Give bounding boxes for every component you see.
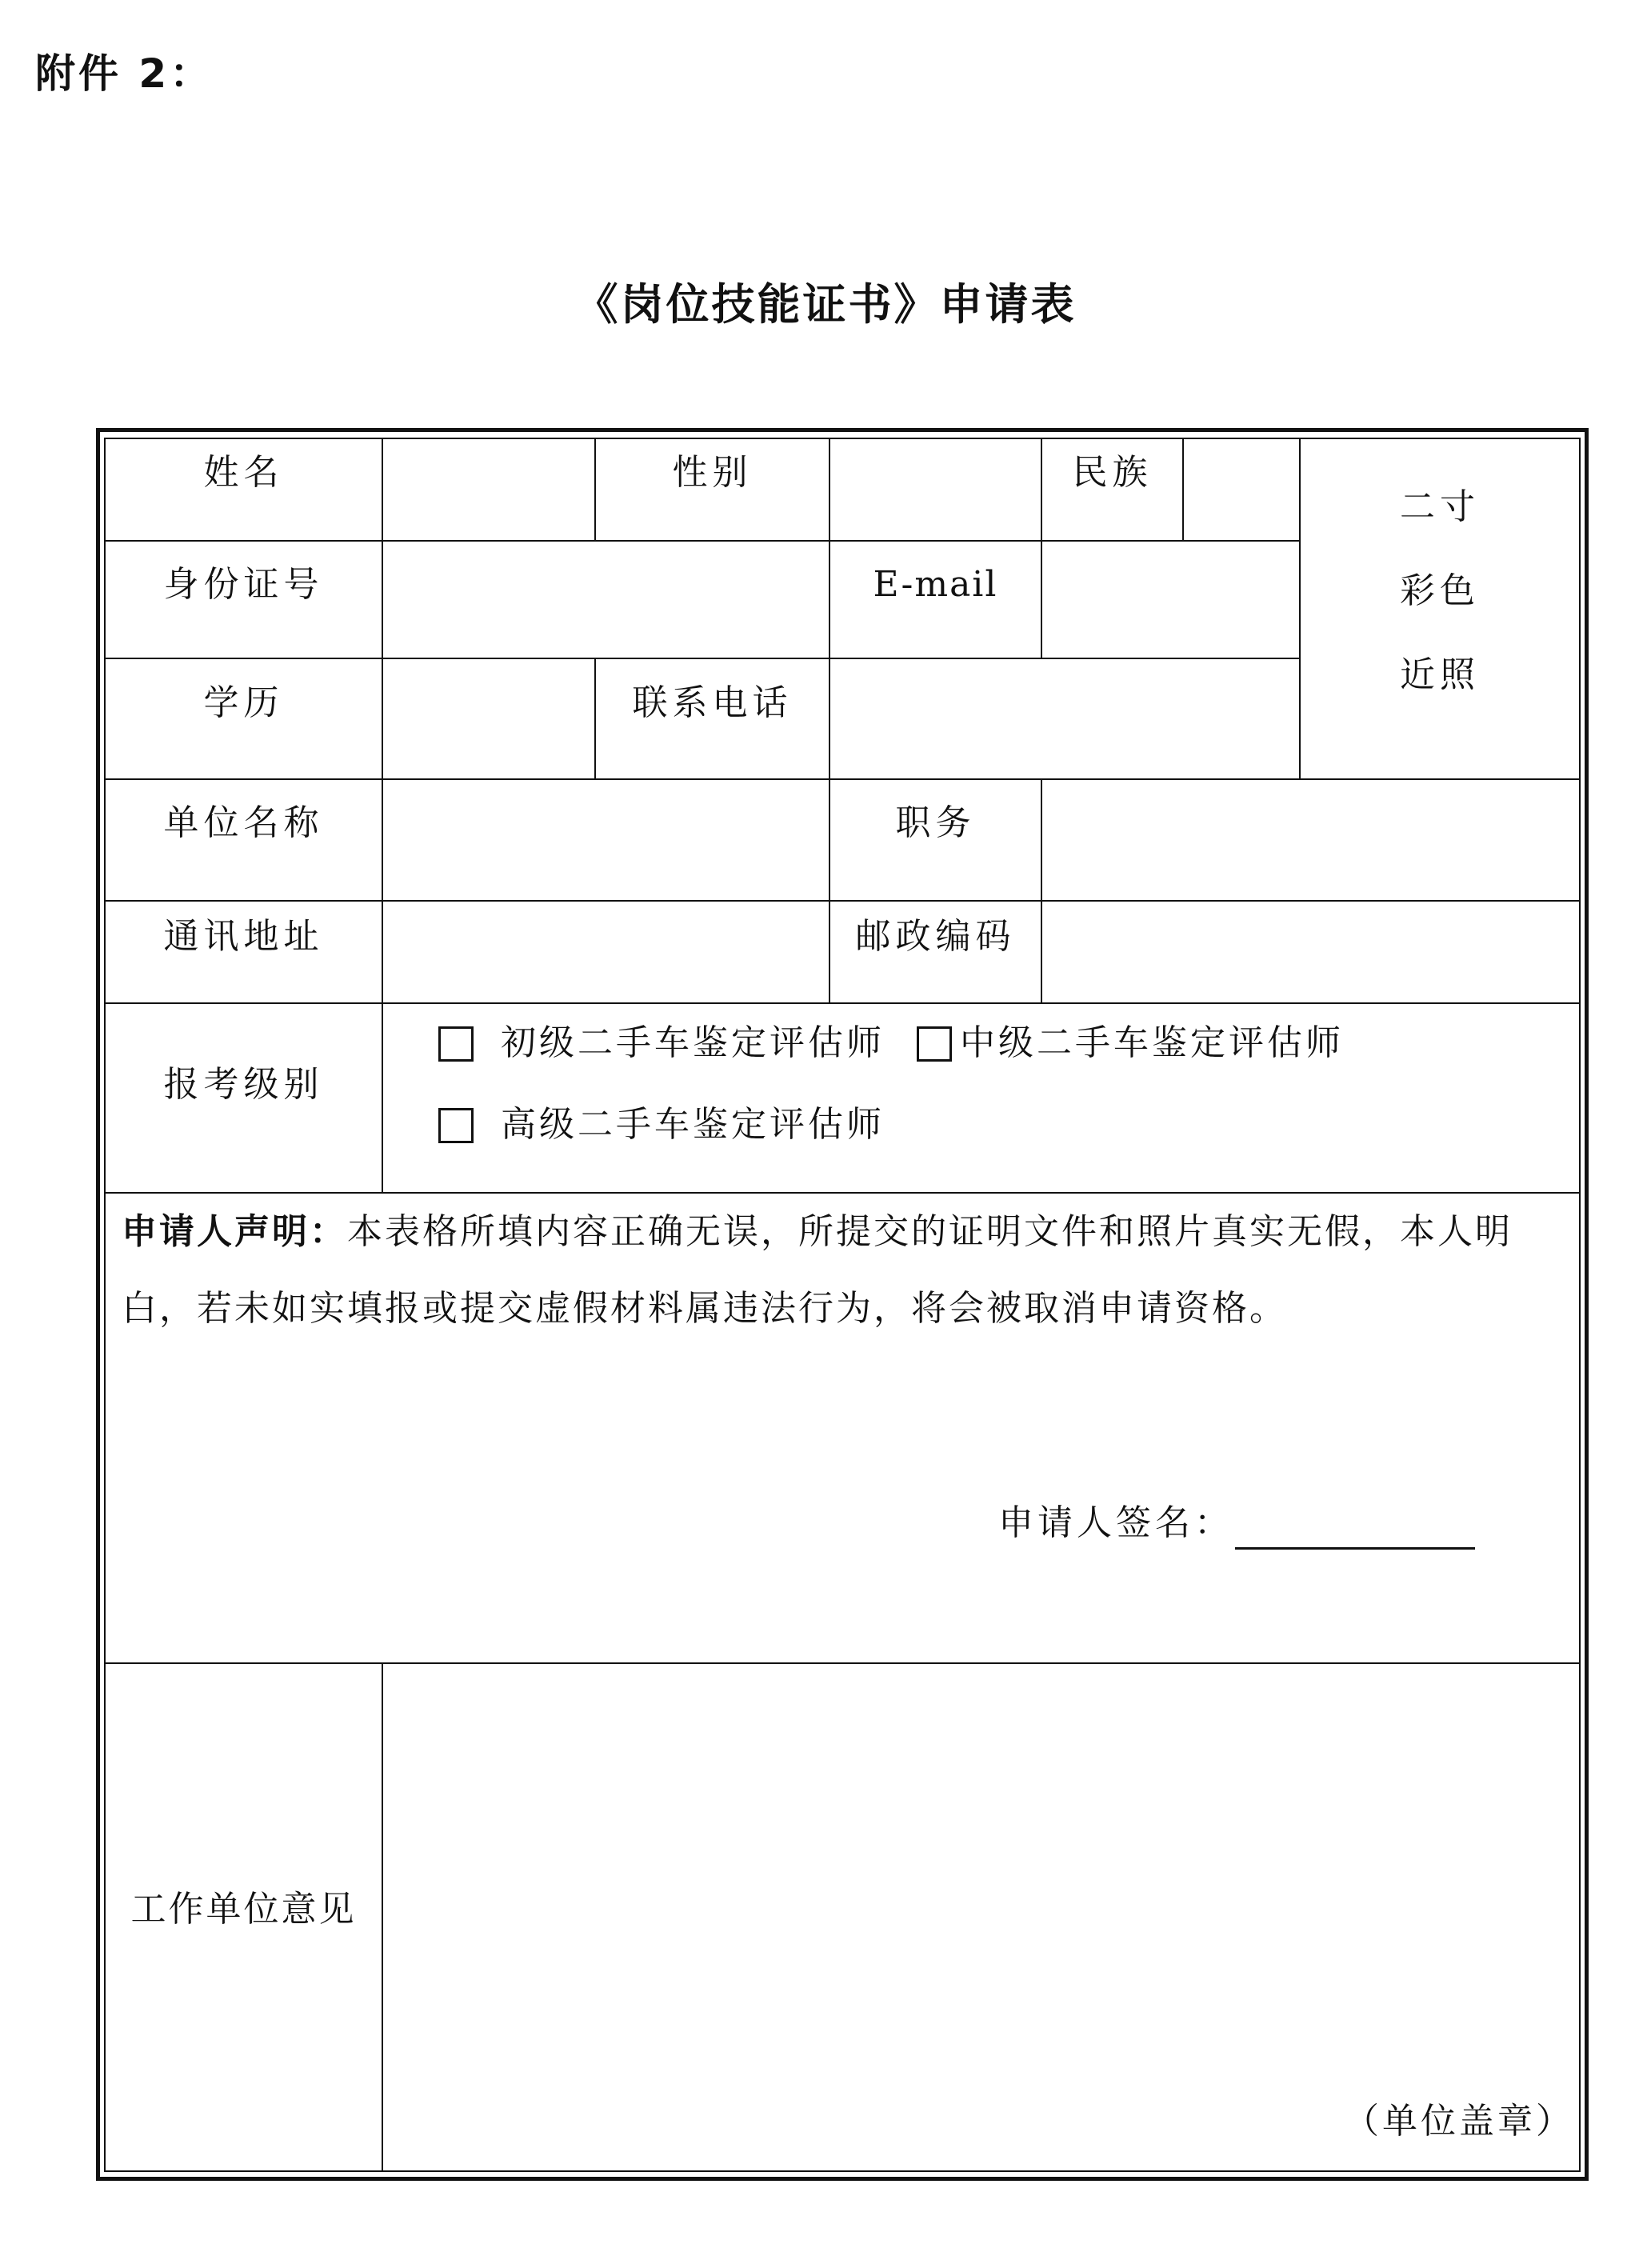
table-top-border <box>104 438 1581 439</box>
senior-level-option: 高级二手车鉴定评估师 <box>501 1104 885 1145</box>
email-label: E-mail <box>873 564 998 605</box>
name-label: 姓名 <box>203 452 284 493</box>
junior-level-checkbox[interactable] <box>438 1026 474 1062</box>
photo-placeholder-line2: 彩色 <box>1400 570 1480 611</box>
declaration-heading: 申请人声明： <box>122 1211 347 1252</box>
row-divider <box>104 778 1581 780</box>
company-name-label: 单位名称 <box>163 802 324 843</box>
exam-level-label: 报考级别 <box>163 1064 324 1105</box>
senior-level-checkbox[interactable] <box>438 1108 474 1143</box>
row-divider <box>104 540 1301 542</box>
signature-line[interactable] <box>1235 1547 1475 1550</box>
ethnicity-label: 民族 <box>1072 452 1153 493</box>
column-divider <box>1182 438 1184 540</box>
junior-level-option: 初级二手车鉴定评估师 <box>501 1022 885 1063</box>
photo-placeholder-line3: 近照 <box>1400 654 1480 695</box>
job-title-label: 职务 <box>895 802 976 843</box>
id-number-label: 身份证号 <box>163 564 324 605</box>
column-divider <box>1041 778 1042 1002</box>
table-bottom-border <box>104 2170 1581 2172</box>
education-label: 学历 <box>203 682 284 723</box>
form-title: 《岗位技能证书》申请表 <box>574 279 1077 330</box>
column-divider <box>382 438 383 1192</box>
company-stamp-label: （单位盖章） <box>1344 2101 1574 2142</box>
row-divider <box>104 1662 1581 1664</box>
table-right-border <box>1579 438 1581 2172</box>
gender-label: 性别 <box>672 452 753 493</box>
row-divider <box>104 658 1301 659</box>
mailing-address-label: 通讯地址 <box>163 916 324 957</box>
intermediate-level-option: 中级二手车鉴定评估师 <box>960 1022 1344 1063</box>
declaration-text: 本表格所填内容正确无误，所提交的证明文件和照片真实无假，本人明白，若未如实填报或提交虚假材料属违法行为，将会被取消申请资格。 <box>122 1211 1513 1329</box>
signature-label: 申请人签名： <box>998 1502 1233 1543</box>
postcode-label: 邮政编码 <box>855 916 1016 957</box>
employer-opinion-label: 工作单位意见 <box>130 1889 357 1930</box>
attachment-label: 附件 2： <box>35 50 214 97</box>
column-divider <box>382 1662 383 2172</box>
column-divider <box>829 438 830 1002</box>
photo-placeholder-line1: 二寸 <box>1400 486 1480 527</box>
row-divider <box>104 900 1581 902</box>
applicant-declaration <box>122 1194 1553 1347</box>
row-divider <box>104 1002 1581 1004</box>
phone-label: 联系电话 <box>632 682 793 723</box>
intermediate-level-checkbox[interactable] <box>917 1026 952 1062</box>
